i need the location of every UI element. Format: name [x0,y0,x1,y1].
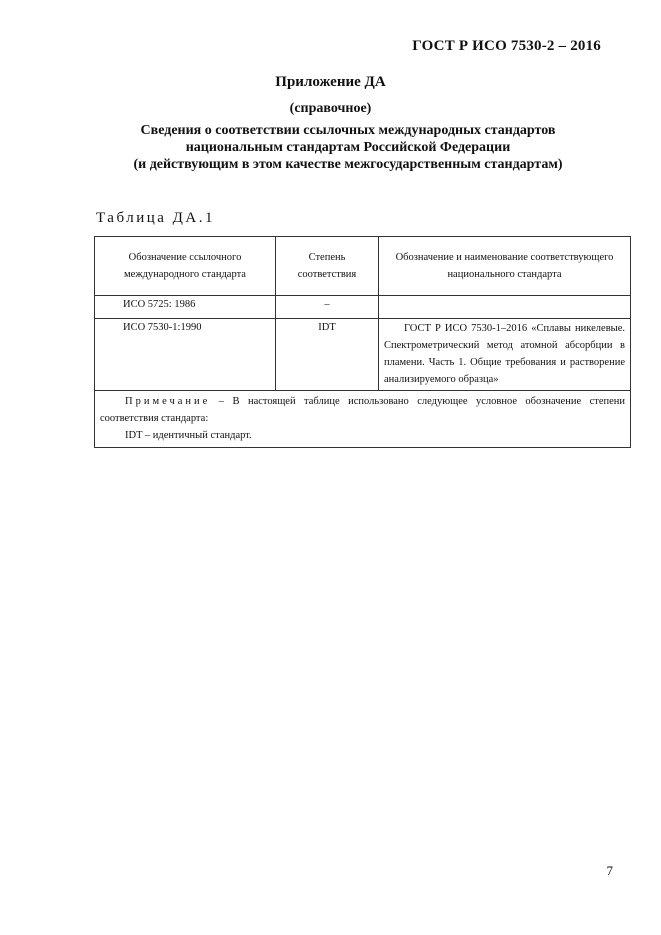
cell-international-standard: ИСО 7530-1:1990 [95,319,276,391]
note-body: – В настоящей таблице использовано следующее условное обозначение степени соответствия стандарта: [100,396,625,424]
column-header-conformity-degree: Степень соответствия [276,237,379,296]
cell-national-standard: ГОСТ Р ИСО 7530-1–2016 «Сплавы никелевые. Спектрометрический метод атомной абсорбции в пламени. Часть 1. Общие требования и растворение анализируемого образца» [379,319,631,391]
table-header-row [95,237,631,296]
column-header-international-standard: Обозначение ссылочного международного стандарта [95,237,276,296]
column-header-national-standard: Обозначение и наименование соответствующего национального стандарта [379,237,631,296]
note-item: IDT – идентичный стандарт. [125,430,252,441]
heading-line: национальным стандартам Российской Федерации [185,140,511,155]
table-row [95,296,631,319]
annex-heading [80,122,616,173]
document-code: ГОСТ Р ИСО 7530-2 – 2016 [412,38,601,54]
cell-national-standard [379,296,631,319]
heading-line: (и действующим в этом качестве межгосударственным стандартам) [133,157,563,172]
note-text [100,393,625,427]
table-row [95,319,631,391]
correspondence-table [94,236,631,448]
cell-conformity-degree: IDT [276,319,379,391]
heading-line: Сведения о соответствии ссылочных международных стандартов [140,123,556,138]
note-label: Примечание [125,396,211,407]
cell-international-standard: ИСО 5725: 1986 [95,296,276,319]
page-number: 7 [606,863,613,878]
table-note-row [95,391,631,448]
table-caption: Таблица ДА.1 [96,210,215,226]
annex-kind: (справочное) [289,101,372,116]
cell-conformity-degree: – [276,296,379,319]
annex-title: Приложение ДА [275,74,386,90]
table-note [95,391,631,448]
